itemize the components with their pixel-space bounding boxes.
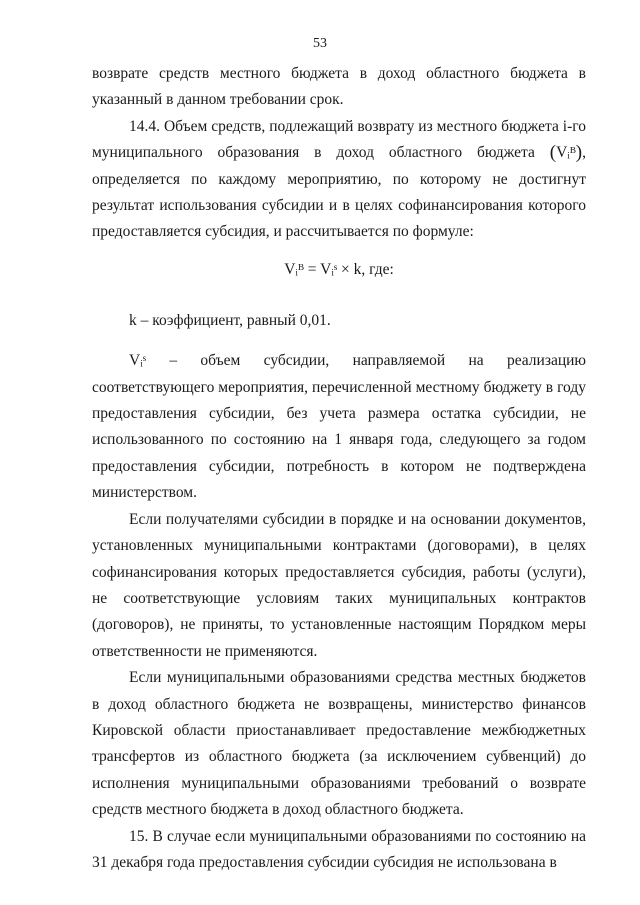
refund-volume-symbol: (Vᵢᴮ) [549,142,583,164]
spacer [92,334,586,348]
subsidy-volume-definition [92,348,586,506]
paragraph-15: 15. В случае если муниципальными образованиями по состоянию на 31 декабря года предоставления субсидии субсидия не использована в [92,827,586,871]
subsidy-volume-symbol: Vᵢˢ [129,352,147,370]
paragraph-14-4 [92,114,586,246]
paragraph-continuation: возврате средств местного бюджета в доход областного бюджета в указанный в данном требовании срок. [92,65,586,109]
paragraph-transfer-suspension: Если муниципальными образованиями средства местных бюджетов в доход областного бюджета не возвращены, министерство финансов Кировской области приостанавливает предоставление межбюджетных трансфертов из областного бюджета (за исключением субвенций) до исполнения муниципальными образованиями требований о возврате средств местного бюджета в доход областного бюджета. [92,669,586,819]
paragraph-contract-recipients: Если получателями субсидии в порядке и на основании документов, установленных муниципальными контрактами (договорами), в целях софинансирования которых предоставляется субсидия, работы (услуги), не соответствующие условиям таких муниципальных контрактов (договоров), не приняты, то установленные настоящим Порядком меры ответственности не применяются. [92,510,586,660]
subsidy-volume-text: – объем субсидии, направляемой на реализацию соответствующего мероприятия, перечисленной местному бюджету в году предоставления субсидии, без учета размера остатка субсидии, не использованного по состоянию на 1 января года, следующего за годом предоставления субсидии, потребность в котором не подтверждена министерством. [92,352,586,502]
page-number: 53 [313,36,327,51]
coefficient-definition: k – коэффициент, равный 0,01. [129,311,331,329]
refund-formula: Vᵢᴮ = Vᵢˢ × k, где: [284,260,394,278]
paragraph-14-4-text-start: 14.4. Объем средств, подлежащий возврату из местного бюджета i-го муниципального образования в доход областного бюджета [92,117,586,162]
document-body [92,61,586,876]
paragraph-14-4-text-end: , определяется по каждому мероприятию, по которому не достигнут результат использования субсидии и в целях софинансирования которого предоставляется субсидия, и рассчитывается по формуле: [92,144,586,241]
